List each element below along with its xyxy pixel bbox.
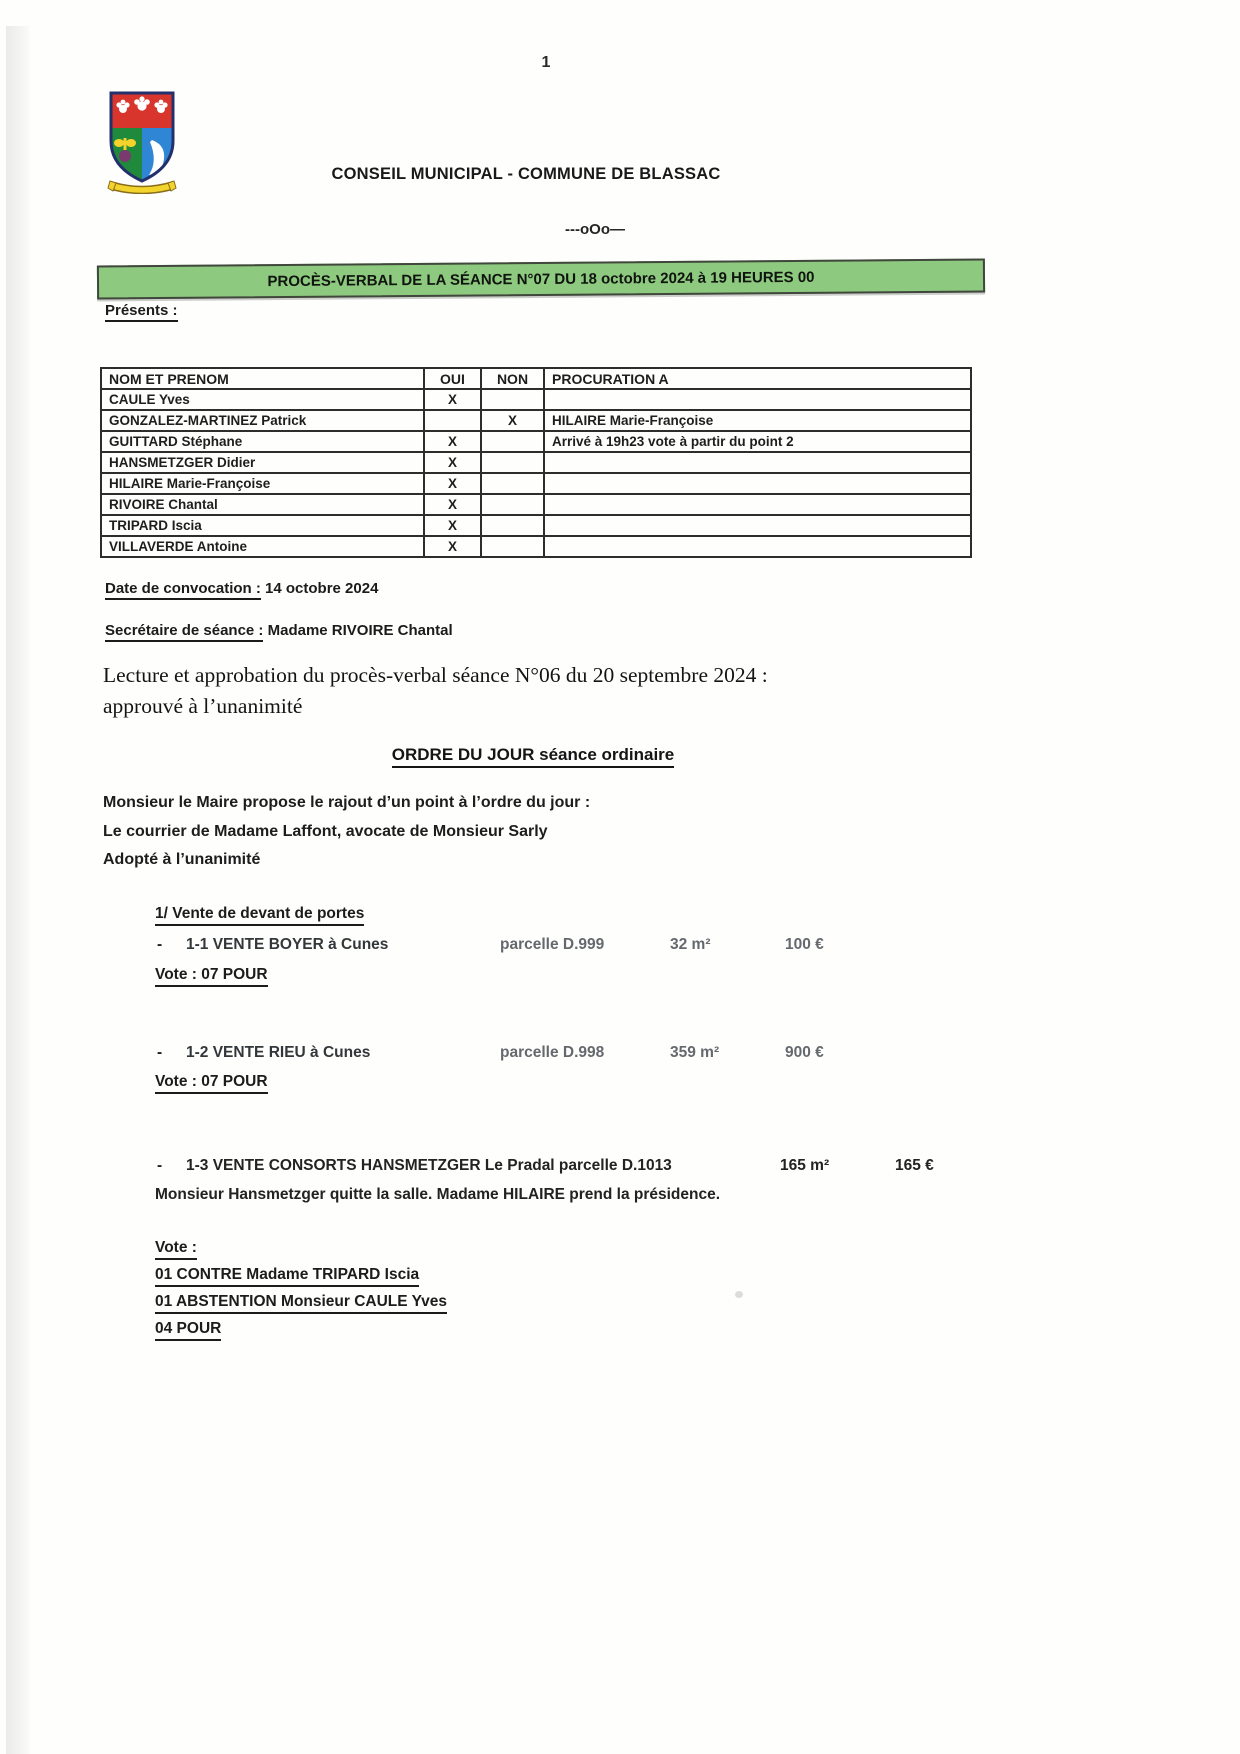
agenda-intro-line-1: Monsieur le Maire propose le rajout d’un point à l’ordre du jour :	[103, 794, 591, 811]
cell-procuration	[544, 494, 971, 515]
header-oui: OUI	[424, 368, 481, 389]
sale-1-3-label: 1-3 VENTE CONSORTS HANSMETZGER Le Pradal parcelle D.1013	[186, 1157, 672, 1174]
cell-oui: X	[424, 536, 481, 557]
cell-name: GUITTARD Stéphane	[101, 431, 424, 452]
agenda-heading	[0, 745, 1066, 768]
sale-1-1-label: 1-1 VENTE BOYER à Cunes	[186, 936, 389, 953]
approval-paragraph	[103, 660, 943, 722]
cell-oui: X	[424, 473, 481, 494]
cell-non	[481, 536, 544, 557]
sale-1-1-parcel: parcelle D.999	[500, 936, 605, 953]
table-row	[101, 515, 971, 536]
table-header-row	[101, 368, 971, 389]
vote-1-2-text: Vote : 07 POUR	[155, 1073, 268, 1094]
sale-1-2-price: 900 €	[785, 1044, 824, 1061]
convocation-value: 14 octobre 2024	[265, 580, 379, 597]
sale-1-2-label: 1-2 VENTE RIEU à Cunes	[186, 1044, 371, 1061]
cell-procuration	[544, 452, 971, 473]
cell-procuration: Arrivé à 19h23 vote à partir du point 2	[544, 431, 971, 452]
vote-contre	[155, 1266, 447, 1287]
sale-1-2-parcel: parcelle D.998	[500, 1044, 605, 1061]
cell-non	[481, 452, 544, 473]
cell-name: RIVOIRE Chantal	[101, 494, 424, 515]
cell-oui	[424, 410, 481, 431]
presence-table	[100, 367, 972, 558]
section1-title	[155, 905, 364, 926]
convocation-line	[105, 580, 378, 600]
cell-name: TRIPARD Iscia	[101, 515, 424, 536]
bullet-dash: -	[157, 1157, 163, 1174]
ooo-divider: ---oOo—	[565, 221, 625, 238]
agenda-intro	[103, 789, 590, 875]
vote-pour-text: 04 POUR	[155, 1320, 221, 1341]
cell-name: VILLAVERDE Antoine	[101, 536, 424, 557]
cell-name: GONZALEZ-MARTINEZ Patrick	[101, 410, 424, 431]
table-row	[101, 536, 971, 557]
sale-1-2-area: 359 m²	[670, 1044, 720, 1061]
document-title: CONSEIL MUNICIPAL - COMMUNE DE BLASSAC	[331, 165, 721, 183]
cell-oui: X	[424, 494, 481, 515]
table-row	[101, 431, 971, 452]
scan-artifact	[735, 1291, 743, 1298]
cell-non	[481, 431, 544, 452]
page-number: 1	[541, 54, 551, 71]
vote-1-1	[155, 966, 268, 987]
table-row	[101, 389, 971, 410]
sale-1-3-price: 165 €	[895, 1157, 934, 1174]
table-row	[101, 473, 971, 494]
cell-non	[481, 515, 544, 536]
cell-procuration	[544, 536, 971, 557]
cell-non	[481, 473, 544, 494]
header-procuration: PROCURATION A	[544, 368, 971, 389]
secretary-line	[105, 622, 453, 642]
cell-oui: X	[424, 515, 481, 536]
scan-edge-artifact	[6, 26, 30, 1754]
vote-abstention	[155, 1293, 447, 1314]
agenda-intro-line-2: Le courrier de Madame Laffont, avocate de Monsieur Sarly	[103, 822, 548, 840]
presents-label-text: Présents :	[105, 302, 178, 322]
vote-block-1-3	[155, 1239, 447, 1347]
approval-line-1: Lecture et approbation du procès-verbal séance N°06 du 20 septembre 2024 :	[103, 663, 768, 687]
bullet-dash: -	[157, 936, 163, 953]
vote-1-1-text: Vote : 07 POUR	[155, 966, 268, 987]
convocation-label: Date de convocation :	[105, 580, 261, 600]
session-banner: PROCÈS-VERBAL DE LA SÉANCE N°07 DU 18 octobre 2024 à 19 HEURES 00	[97, 259, 985, 300]
secretary-value: Madame RIVOIRE Chantal	[267, 622, 453, 639]
table-row	[101, 452, 971, 473]
header-nom: NOM ET PRENOM	[101, 368, 424, 389]
vote-contre-text: 01 CONTRE Madame TRIPARD Iscia	[155, 1266, 419, 1287]
presence-table-body	[101, 389, 971, 557]
sale-item-1-1	[155, 936, 1105, 958]
cell-oui: X	[424, 452, 481, 473]
cell-procuration	[544, 473, 971, 494]
vote-abstention-text: 01 ABSTENTION Monsieur CAULE Yves	[155, 1293, 447, 1314]
secretary-label: Secrétaire de séance :	[105, 622, 263, 642]
sale-1-3-note: Monsieur Hansmetzger quitte la salle. Madame HILAIRE prend la présidence.	[155, 1186, 721, 1203]
presence-table-head	[101, 368, 971, 389]
cell-non	[481, 389, 544, 410]
vote-pour	[155, 1320, 447, 1341]
presents-label	[105, 302, 178, 322]
sale-item-1-2	[155, 1044, 1105, 1066]
cell-procuration	[544, 389, 971, 410]
agenda-intro-line-3: Adopté à l’unanimité	[103, 851, 261, 868]
vote-1-2	[155, 1073, 268, 1094]
sale-1-1-area: 32 m²	[670, 936, 711, 953]
cell-oui: X	[424, 389, 481, 410]
table-row	[101, 494, 971, 515]
vote-label	[155, 1239, 447, 1260]
approval-line-2: approuvé à l’unanimité	[103, 694, 303, 718]
cell-procuration	[544, 515, 971, 536]
sale-1-3-area: 165 m²	[780, 1157, 830, 1174]
vote-label-text: Vote :	[155, 1239, 197, 1260]
cell-non: X	[481, 410, 544, 431]
cell-procuration: HILAIRE Marie-Françoise	[544, 410, 971, 431]
sale-1-1-price: 100 €	[785, 936, 824, 953]
cell-name: HANSMETZGER Didier	[101, 452, 424, 473]
cell-name: CAULE Yves	[101, 389, 424, 410]
section1-title-text: 1/ Vente de devant de portes	[155, 905, 364, 926]
agenda-heading-text: ORDRE DU JOUR séance ordinaire	[392, 745, 674, 768]
cell-non	[481, 494, 544, 515]
cell-oui: X	[424, 431, 481, 452]
table-row	[101, 410, 971, 431]
header-non: NON	[481, 368, 544, 389]
cell-name: HILAIRE Marie-Françoise	[101, 473, 424, 494]
bullet-dash: -	[157, 1044, 163, 1061]
